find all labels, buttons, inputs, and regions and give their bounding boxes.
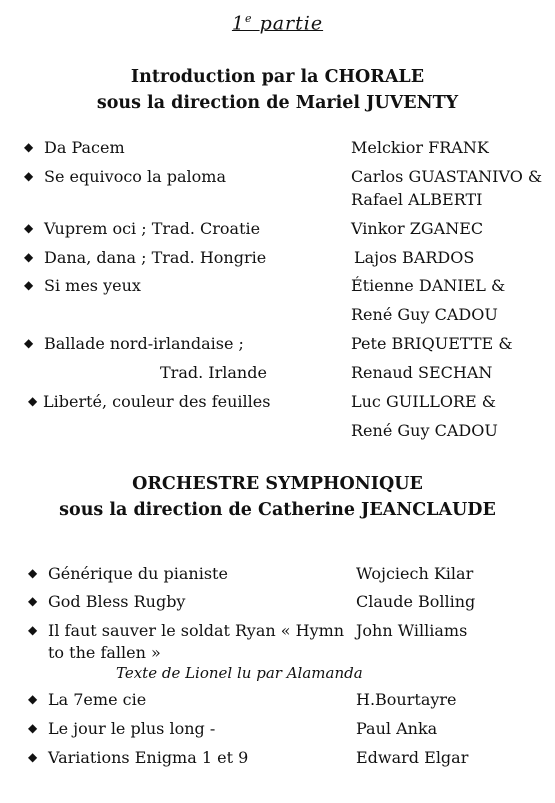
chorale-item-composer: Pete BRIQUETTE &	[351, 334, 513, 353]
orchestre-item-composer: Wojciech Kilar	[356, 564, 474, 583]
bullet-icon: ◆	[28, 594, 38, 608]
bullet-icon: ◆	[24, 336, 34, 350]
bullet-icon: ◆	[24, 140, 34, 154]
chorale-item-composer: Vinkor ZGANEC	[351, 219, 484, 238]
orchestre-item-title: God Bless Rugby	[48, 592, 186, 611]
chorale-item-title-line2: Trad. Irlande	[160, 363, 267, 382]
orchestre-item-composer: Paul Anka	[356, 719, 438, 738]
bullet-icon: ◆	[24, 250, 34, 264]
bullet-icon: ◆	[24, 278, 34, 292]
chorale-item-composer: Renaud SECHAN	[351, 363, 493, 382]
chorale-item-composer: Luc GUILLORE &	[351, 392, 496, 411]
bullet-icon: ◆	[28, 623, 38, 637]
bullet-icon: ◆	[24, 221, 34, 235]
chorale-item-composer: Melckior FRANK	[351, 138, 489, 157]
chorale-item-title: Vuprem oci ; Trad. Croatie	[44, 219, 261, 238]
orchestre-item-title-line2: to the fallen »	[48, 643, 161, 662]
orchestre-item-title: Générique du pianiste	[48, 564, 228, 583]
orchestre-item-composer: H.Bourtayre	[356, 690, 457, 709]
chorale-heading-line1: Introduction par la CHORALE	[130, 67, 425, 87]
chorale-heading-line2: sous la direction de Mariel JUVENTY	[96, 93, 459, 113]
chorale-item-title: Ballade nord-irlandaise ;	[44, 334, 244, 353]
chorale-item-title: Dana, dana ; Trad. Hongrie	[44, 248, 267, 267]
orchestre-item-title: La 7eme cie	[48, 690, 147, 709]
chorale-item-composer: René Guy CADOU	[351, 305, 498, 324]
orchestre-item-composer: John Williams	[356, 621, 468, 640]
reading-note: Texte de Lionel lu par Alamanda	[116, 664, 363, 682]
bullet-icon: ◆	[28, 692, 38, 706]
chorale-item-composer: Lajos BARDOS	[354, 248, 475, 267]
chorale-item-composer: Étienne DANIEL &	[351, 276, 506, 295]
chorale-item-composer: René Guy CADOU	[351, 421, 498, 440]
chorale-item-title: Da Pacem	[44, 138, 125, 157]
orchestre-item-title: Le jour le plus long -	[48, 719, 216, 738]
bullet-icon: ◆	[28, 721, 38, 735]
bullet-icon: ◆	[28, 566, 38, 580]
bullet-icon: ◆	[28, 394, 38, 408]
chorale-item-title: Se equivoco la paloma	[44, 167, 226, 186]
bullet-icon: ◆	[28, 750, 38, 764]
orchestre-item-composer: Edward Elgar	[356, 748, 469, 767]
chorale-item-title: Si mes yeux	[44, 276, 141, 295]
chorale-item-composer: Rafael ALBERTI	[351, 190, 483, 209]
page-title: 1e partie	[231, 12, 324, 35]
orchestre-item-title: Il faut sauver le soldat Ryan « Hymn	[48, 621, 345, 640]
chorale-item-composer: Carlos GUASTANIVO &	[351, 167, 543, 186]
orchestre-item-title: Variations Enigma 1 et 9	[48, 748, 249, 767]
orchestre-heading-line1: ORCHESTRE SYMPHONIQUE	[132, 474, 423, 494]
bullet-icon: ◆	[24, 169, 34, 183]
orchestre-heading-line2: sous la direction de Catherine JEANCLAUDE	[59, 500, 496, 520]
orchestre-item-composer: Claude Bolling	[356, 592, 476, 611]
chorale-item-title: Liberté, couleur des feuilles	[43, 392, 271, 411]
